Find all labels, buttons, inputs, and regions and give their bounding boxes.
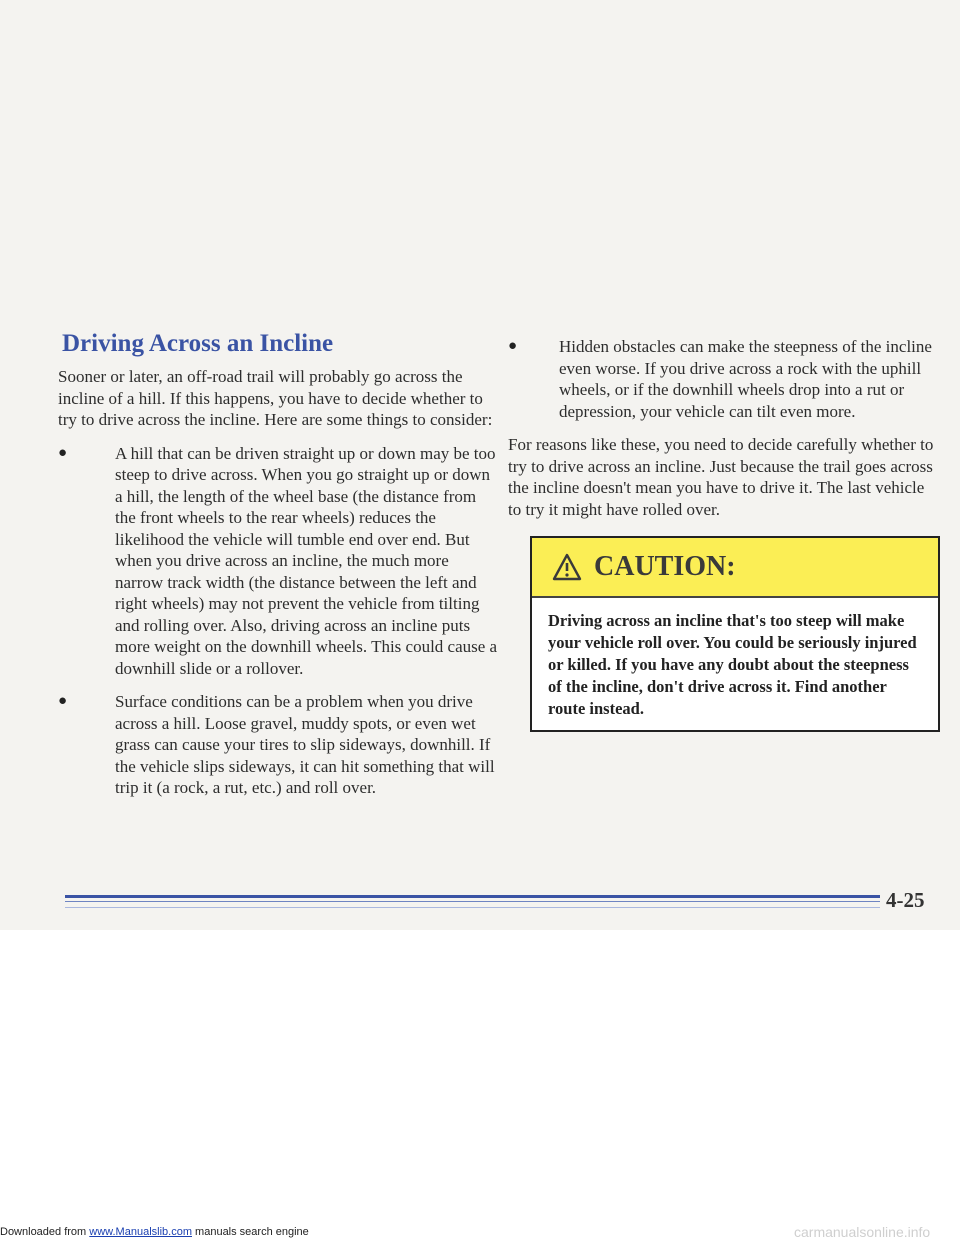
footer-prefix: Downloaded from <box>0 1226 87 1238</box>
footer-rule <box>65 901 925 902</box>
warning-triangle-icon <box>552 553 582 581</box>
footer-suffix: manuals search engine <box>195 1226 309 1238</box>
page-number: 4-25 <box>880 888 925 913</box>
bullet-text: A hill that can be driven straight up or down may be too steep to drive across. When you go straight up or down a hill, the length of the wheel base (the distance from the front wheels to the rear wheels) reduces the likelihood the vehicle will tumble end over end. But when you drive across an incline, the much more narrow track width (the distance between the left and right wheels) may not prevent the vehicle from tilting and rolling over. Also, driving across an incline puts more weight on the downhill wheels. This could cause a downhill slide or a rollover. <box>115 443 498 678</box>
conclusion-paragraph: For reasons like these, you need to decide carefully whether to try to drive across an incline. Just because the trail goes across the incline doesn't mean you have to drive it. The last vehicle to try it might have rolled over. <box>508 435 934 519</box>
bullet-icon: ● <box>58 444 68 461</box>
manualslib-link[interactable]: www.Manualslib.com <box>89 1226 192 1238</box>
bullet-text: Surface conditions can be a problem when you drive across a hill. Loose gravel, muddy spots, or even wet grass can cause your tires to slip sideways, downhill. If the vehicle slips sideways, it can hit something that will trip it (a rock, a rut, etc.) and roll over. <box>115 692 495 797</box>
bullet-icon: ● <box>58 693 68 709</box>
watermark: carmanualsonline.info <box>794 1224 931 1240</box>
bullet-item <box>58 443 498 680</box>
intro-paragraph: Sooner or later, an off-road trail will probably go across the incline of a hill. If this happens, you have to decide whether to try to drive across the incline. Here are some things to consider: <box>58 367 493 429</box>
footer-rule <box>65 895 925 898</box>
bullet-item <box>58 691 498 799</box>
caution-header <box>532 538 938 598</box>
bullet-icon: ● <box>508 338 518 354</box>
bullet-text: Hidden obstacles can make the steepness of the incline even worse. If you drive across a rock with the uphill wheels, or if the downhill wheels drop into a rut or depression, your vehicle can tilt even more. <box>559 337 932 421</box>
download-footer <box>0 1226 309 1238</box>
caution-box <box>530 536 940 732</box>
caution-text: Driving across an incline that's too steep will make your vehicle roll over. You could be seriously injured or killed. If you have any doubt about the steepness of the incline, don't drive across it. Find another route instead. <box>548 611 917 718</box>
left-column <box>58 366 498 799</box>
bullet-item <box>508 336 938 422</box>
right-column <box>508 336 938 520</box>
footer-rule <box>65 907 925 908</box>
caution-heading: CAUTION: <box>594 551 736 582</box>
section-title: Driving Across an Incline <box>62 330 334 357</box>
